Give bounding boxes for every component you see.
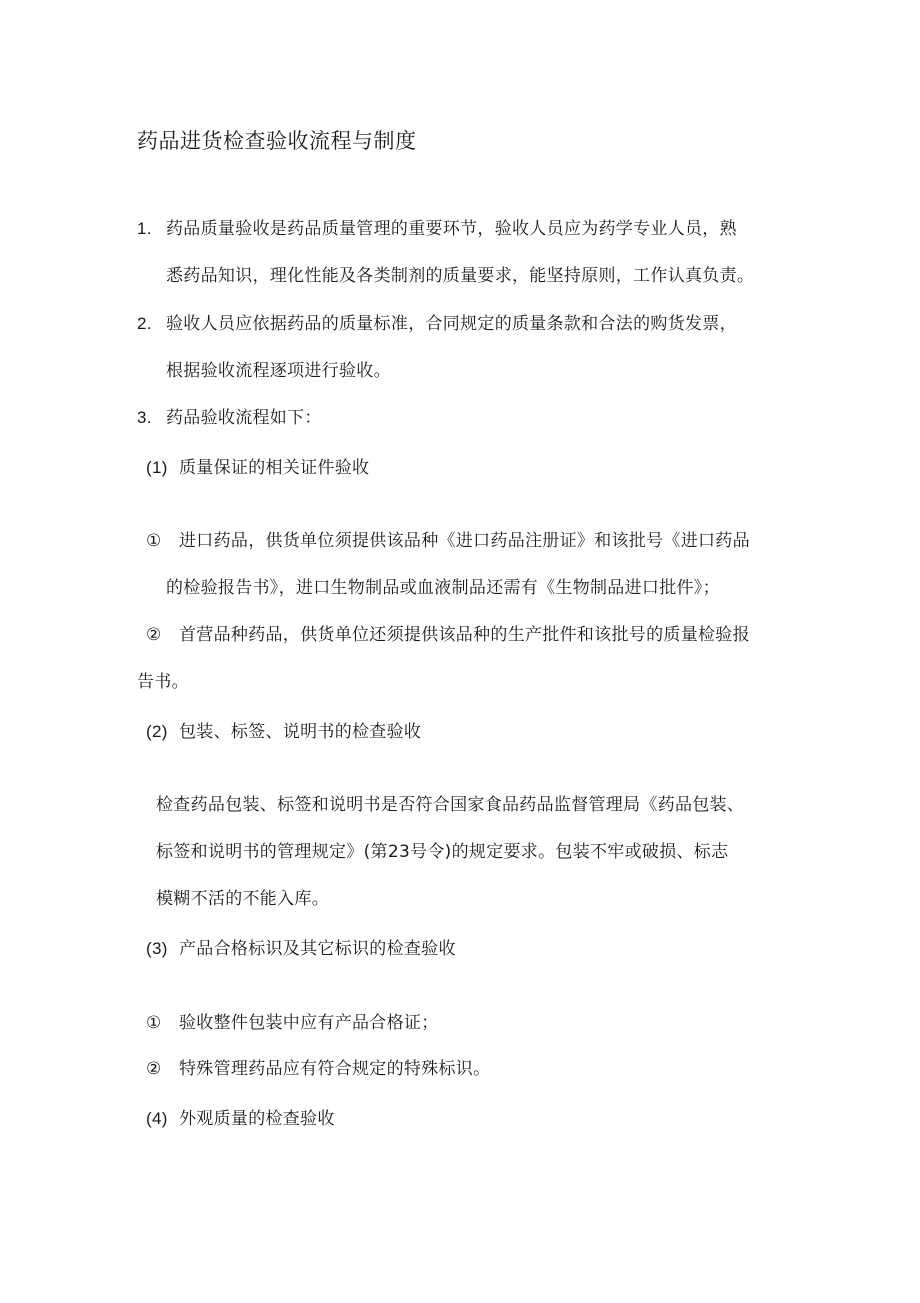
item-text: 药品验收流程如下： — [166, 408, 322, 428]
item-text: 进口药品，供货单位须提供该品种《进口药品注册证》和该批号《进口药品 — [179, 531, 750, 551]
list-item-3 — [137, 407, 322, 429]
circled-number: ② — [146, 1059, 162, 1078]
item-text: 药品质量验收是药品质量管理的重要环节，验收人员应为药学专业人员，熟 — [166, 219, 737, 239]
paragraph-line-2: 标签和说明书的管理规定》(第23号令)的规定要求。包装不牢或破损、标志 — [156, 842, 729, 862]
subsection-text: 质量保证的相关证件验收 — [179, 458, 370, 478]
circled-number: ① — [146, 1013, 162, 1032]
list-item-2-continued: 根据验收流程逐项进行验收。 — [166, 361, 391, 381]
subsection-number: (3) — [146, 939, 168, 958]
circled-item-1 — [146, 530, 750, 552]
circled-number: ② — [146, 625, 162, 644]
circled-item-1-continued: 的检验报告书》，进口生物制品或血液制品还需有《生物制品进口批件》； — [166, 578, 720, 598]
item-text: 验收整件包装中应有产品合格证； — [179, 1013, 439, 1033]
subsection-3 — [146, 938, 456, 960]
subsection-text: 外观质量的检查验收 — [179, 1109, 335, 1129]
item-number: 1. — [137, 219, 152, 238]
subsection-1 — [146, 457, 369, 479]
document-title: 药品进货检查验收流程与制度 — [137, 129, 417, 153]
circled-item-3 — [146, 1012, 439, 1034]
circled-item-2-continued: 告书。 — [137, 672, 189, 692]
circled-item-4 — [146, 1058, 490, 1080]
subsection-4 — [146, 1108, 335, 1130]
list-item-2 — [137, 313, 737, 335]
item-number: 3. — [137, 408, 152, 427]
paragraph-line-3: 模糊不活的不能入库。 — [156, 889, 329, 909]
list-item-1 — [137, 218, 737, 240]
subsection-number: (1) — [146, 458, 168, 477]
item-text: 验收人员应依据药品的质量标准，合同规定的质量条款和合法的购货发票， — [166, 314, 737, 334]
item-text: 特殊管理药品应有符合规定的特殊标识。 — [179, 1059, 491, 1079]
subsection-number: (2) — [146, 722, 168, 741]
circled-number: ① — [146, 531, 162, 550]
subsection-number: (4) — [146, 1109, 168, 1128]
item-text: 首营品种药品，供货单位还须提供该品种的生产批件和该批号的质量检验报 — [179, 625, 750, 645]
subsection-2 — [146, 721, 421, 743]
subsection-text: 产品合格标识及其它标识的检查验收 — [179, 939, 456, 959]
item-number: 2. — [137, 314, 152, 333]
subsection-text: 包装、标签、说明书的检查验收 — [179, 722, 422, 742]
paragraph-line-1: 检查药品包装、标签和说明书是否符合国家食品药品监督管理局《药品包装、 — [156, 795, 745, 815]
circled-item-2 — [146, 624, 750, 646]
list-item-1-continued: 悉药品知识，理化性能及各类制剂的质量要求，能坚持原则，工作认真负责。 — [166, 266, 755, 286]
